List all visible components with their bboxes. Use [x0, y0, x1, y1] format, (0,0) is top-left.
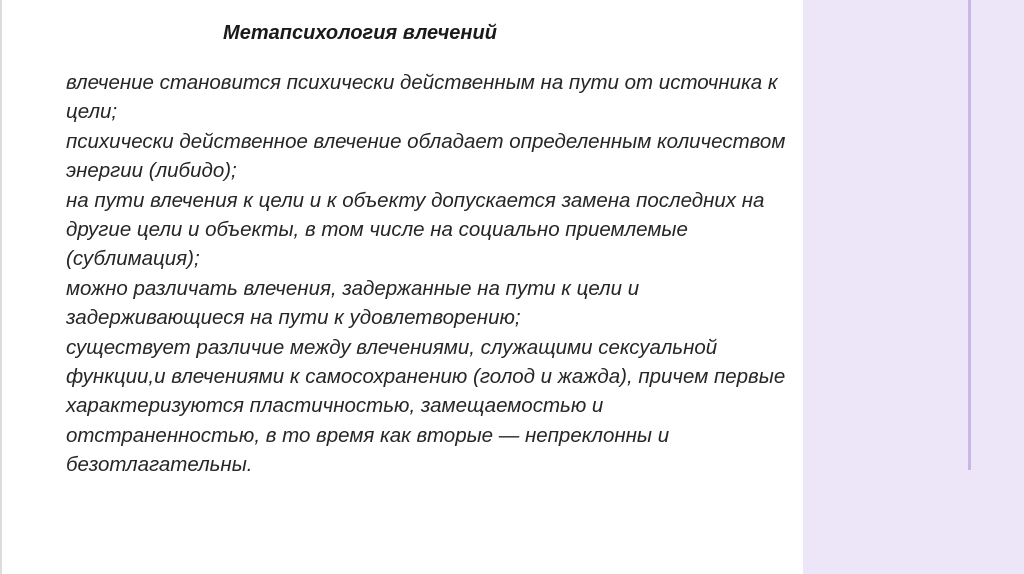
body-paragraph-3: на пути влечения к цели и к объекту допускается замена последних на другие цели и объекты, в том числе на социально приемлемые (сублимация); [66, 188, 765, 271]
decorative-side-line [968, 0, 971, 470]
slide-title: Метапсихология влечений [223, 22, 497, 44]
slide-left-border [0, 0, 2, 574]
body-paragraph-4: можно различать влечения, задержанные на пути к цели и задерживающиеся на пути к удовлетворению; [66, 276, 640, 330]
body-paragraph-2: психически действенное влечение обладает определенным количеством энергии (либидо); [66, 129, 786, 183]
body-paragraph-5: существует различие между влечениями, служащими сексуальной функции,и влечениями к самосохранению (голод и жажда), причем первые характеризуются пластичностью, замещаемостью и отстраненностью, в то время как вторые — непреклонны и безотлагательны. [66, 335, 786, 477]
body-paragraph-1: влечение становится психически действенным на пути от источника к цели; [66, 71, 778, 124]
slide-body [66, 68, 796, 480]
decorative-side-panel [803, 0, 1024, 574]
